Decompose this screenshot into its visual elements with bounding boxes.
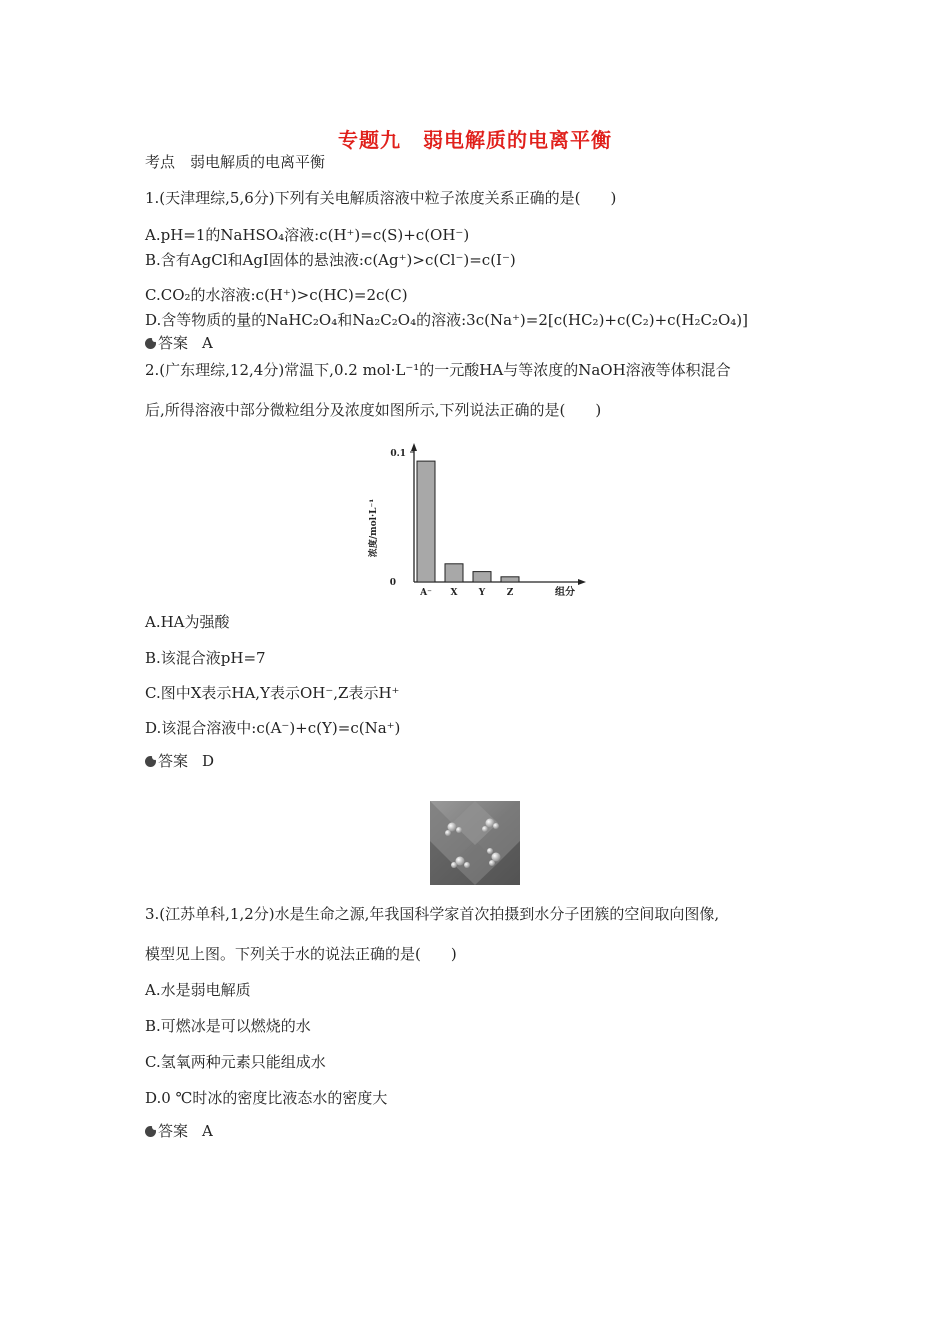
q3-option-c: C.氢氧两种元素只能组成水 (145, 1053, 326, 1071)
q1-option-d: D.含等物质的量的NaHC₂O₄和Na₂C₂O₄的溶液:3c(Na⁺)=2[c(HC₂)+c(C₂)+c(H₂C₂O₄)] (145, 311, 749, 329)
q2-option-c: C.图中X表示HA,Y表示OH⁻,Z表示H⁺ (145, 684, 400, 702)
answer-value: D (202, 752, 215, 770)
q1-option-a: A.pH=1的NaHSO₄溶液:c(H⁺)=c(S)+c(OH⁻) (145, 226, 470, 244)
bar-3 (501, 577, 519, 582)
water-cluster-image (430, 801, 520, 885)
page-title (0, 124, 950, 153)
q2-option-a: A.HA为强酸 (145, 613, 230, 631)
q3-option-d: D.0 ℃时冰的密度比液态水的密度大 (145, 1089, 388, 1107)
q3-option-a: A.水是弱电解质 (145, 981, 251, 999)
q3-stem-line1: 3.(江苏单科,1,2分)水是生命之源,年我国科学家首次拍摄到水分子团簇的空间取向图像, (145, 905, 720, 923)
x-tick-label-3: Z (506, 588, 514, 598)
q1-option-b: B.含有AgCl和AgI固体的悬浊液:c(Ag⁺)>c(Cl⁻)=c(I⁻) (145, 251, 516, 269)
q3-stem-line2: 模型见上图。下列关于水的说法正确的是( ) (145, 945, 457, 963)
x-axis-arrow (578, 579, 586, 585)
q2-answer (145, 751, 214, 771)
x-axis-label: 组分 (555, 587, 575, 598)
answer-icon (145, 1126, 156, 1137)
q2-stem-line2: 后,所得溶液中部分微粒组分及浓度如图所示,下列说法正确的是( ) (145, 401, 602, 419)
title-sub: 弱电解质的电离平衡 (423, 128, 612, 152)
q2-option-b: B.该混合液pH=7 (145, 649, 266, 667)
answer-icon (145, 338, 156, 349)
y-axis-label: 浓度/mol·L⁻¹ (369, 498, 379, 558)
answer-value: A (202, 334, 213, 352)
y-tick-label-zero: 0 (389, 578, 396, 588)
section-heading: 考点 弱电解质的电离平衡 (145, 153, 326, 171)
y-tick-label-top: 0.1 (390, 449, 406, 459)
bar-1 (445, 564, 463, 582)
x-tick-label-1: X (450, 588, 458, 598)
bar-0 (417, 461, 435, 582)
x-tick-label-2: Y (478, 588, 486, 598)
answer-label: 答案 (158, 1122, 189, 1140)
title-main: 专题九 (338, 128, 401, 152)
answer-icon (145, 756, 156, 767)
answer-label: 答案 (158, 752, 189, 770)
q1-answer (145, 333, 213, 353)
bar-2 (473, 572, 491, 582)
q3-answer (145, 1121, 213, 1141)
answer-value: A (202, 1122, 213, 1140)
q2-stem-line1: 2.(广东理综,12,4分)常温下,0.2 mol·L⁻¹的一元酸HA与等浓度的NaOH溶液等体积混合 (145, 361, 731, 379)
q1-option-c: C.CO₂的水溶液:c(H⁺)>c(HC)=2c(C) (145, 286, 408, 304)
q1-stem: 1.(天津理综,5,6分)下列有关电解质溶液中粒子浓度关系正确的是( ) (145, 189, 617, 207)
q2-option-d: D.该混合溶液中:c(A⁻)+c(Y)=c(Na⁺) (145, 719, 401, 737)
q3-option-b: B.可燃冰是可以燃烧的水 (145, 1017, 311, 1035)
x-tick-label-0: A⁻ (420, 588, 432, 598)
answer-label: 答案 (158, 334, 189, 352)
y-axis-arrow (411, 443, 417, 451)
concentration-bar-chart (362, 440, 592, 600)
